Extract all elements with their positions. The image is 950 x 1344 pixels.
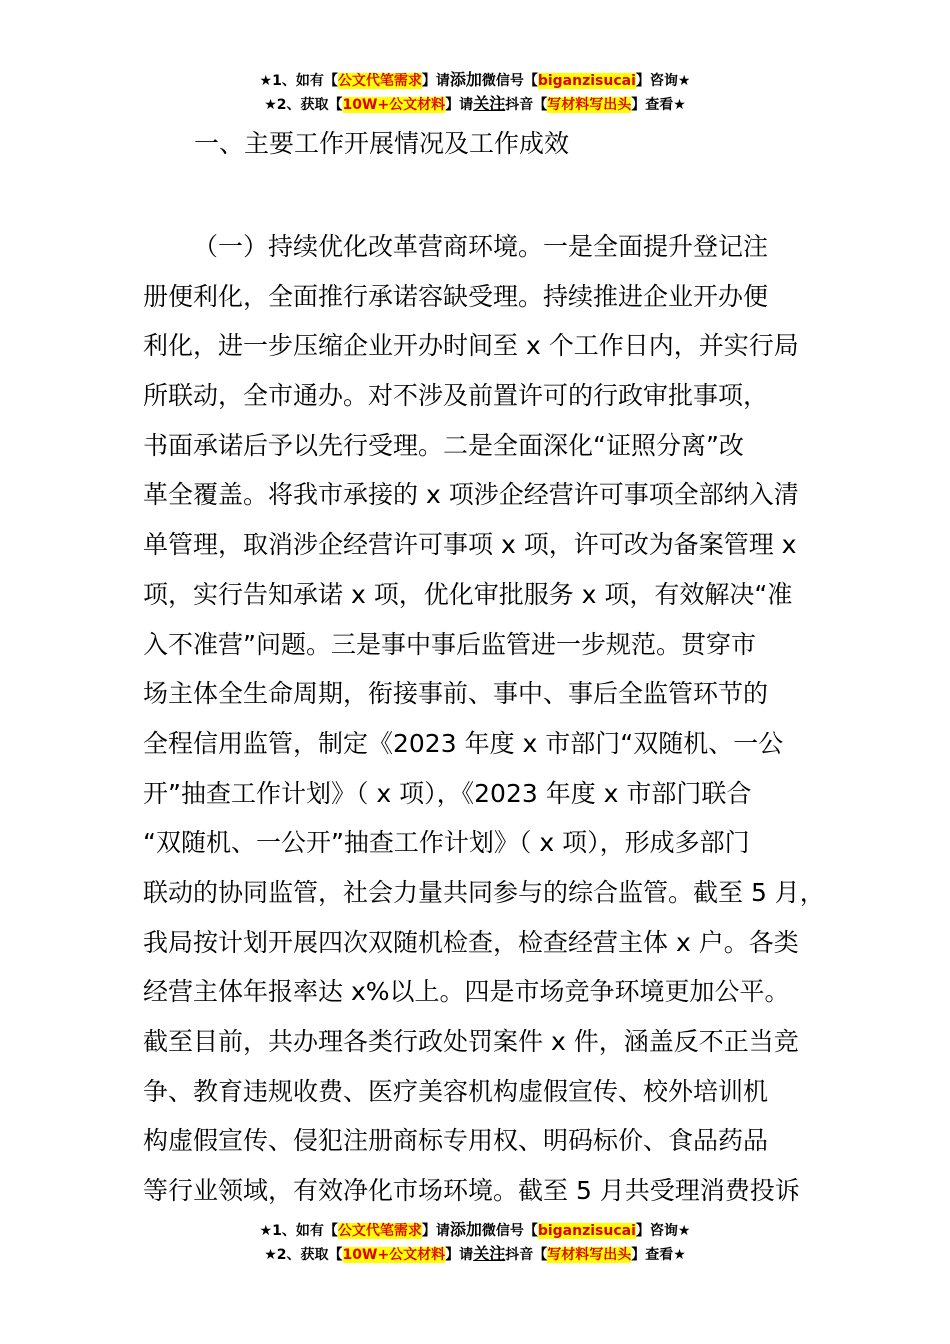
promo-text: ★1、如有【 (259, 73, 338, 89)
promo-text: 】咨询★ (635, 73, 691, 89)
body-text-line: 开”抽查工作计划》（ x 项），《2023 年度 x 市部门联合 (143, 778, 752, 808)
body-text-line: 争、教育违规收费、医疗美容机构虚假宣传、校外培训机 (143, 1076, 769, 1106)
promo-highlight: 写材料写出头 (547, 97, 632, 113)
body-text-line: “双随机、一公开”抽查工作计划》（ x 项），形成多部门 (143, 828, 750, 858)
promo-line-2 (0, 1242, 950, 1266)
promo-text: 】请 (445, 97, 474, 113)
promo-highlight: 公文代笔需求 (337, 73, 422, 89)
body-text-line: 单管理，取消涉企经营许可事项 x 项，许可改为备案管理 x (143, 530, 797, 560)
promo-text: 】请 (421, 1223, 450, 1239)
promo-highlight: 10W+公文材料 (342, 1247, 446, 1263)
body-text-line: 构虚假宣传、侵犯注册商标专用权、明码标价、食品药品 (143, 1126, 769, 1156)
section-heading: 一、主要工作开展情况及工作成效 (194, 129, 570, 158)
body-text-line: 联动的协同监管，社会力量共同参与的综合监管。截至 5 月， (143, 877, 825, 907)
body-text-line: 革全覆盖。将我市承接的 x 项涉企经营许可事项全部纳入清 (143, 480, 799, 510)
promo-highlight: biganzisucai (537, 1223, 636, 1239)
body-text-line: 截至目前，共办理各类行政处罚案件 x 件，涵盖反不正当竞 (143, 1027, 799, 1056)
body-text-line: 我局按计划开展四次双随机检查，检查经营主体 x 户。各类 (143, 927, 799, 957)
promo-text: 抖音【 (505, 1247, 548, 1263)
promo-text: 】咨询★ (635, 1223, 691, 1239)
promo-text: ★2、获取【 (264, 97, 343, 113)
top-promo-banner (0, 68, 950, 116)
body-text-line: 入不准营”问题。三是事中事后监管进一步规范。贯穿市 (143, 629, 756, 659)
body-text-line: 等行业领域，有效净化市场环境。截至 5 月共受理消费投诉 (143, 1176, 800, 1206)
promo-text: ★1、如有【 (259, 1223, 338, 1239)
promo-text: 】请 (421, 73, 450, 89)
promo-highlight: biganzisucai (537, 73, 636, 89)
promo-text: ★2、获取【 (264, 1247, 343, 1263)
promo-text: 微信号【 (481, 1223, 538, 1239)
promo-emphasis: 添加 (449, 70, 482, 89)
promo-highlight: 公文代笔需求 (337, 1223, 422, 1239)
body-text-line: 书面承诺后予以先行受理。二是全面深化“证照分离”改 (143, 430, 744, 460)
promo-line-1 (0, 68, 950, 92)
promo-text: 抖音【 (505, 97, 548, 113)
promo-line-2 (0, 92, 950, 116)
promo-text: 】查看★ (631, 1247, 686, 1263)
body-text-line: 项，实行告知承诺 x 项，优化审批服务 x 项，有效解决“准 (143, 579, 793, 609)
promo-emphasis: 关注 (473, 1244, 506, 1263)
body-text-line: 册便利化，全面推行承诺容缺受理。持续推进企业开办便 (143, 281, 769, 311)
bottom-promo-banner (0, 1218, 950, 1266)
promo-emphasis: 添加 (449, 1220, 482, 1239)
promo-highlight: 写材料写出头 (547, 1247, 632, 1263)
body-text-line: 全程信用监管，制定《2023 年度 x 市部门“双随机、一公 (143, 728, 784, 758)
promo-text: 】请 (445, 1247, 474, 1263)
body-paragraph (143, 222, 823, 1216)
body-text-line: 经营主体年报率达 x%以上。四是市场竞争环境更加公平。 (143, 977, 790, 1007)
body-text-line: 场主体全生命周期，衔接事前、事中、事后全监管环节的 (143, 679, 769, 709)
promo-highlight: 10W+公文材料 (342, 97, 446, 113)
body-text-line: 利化，进一步压缩企业开办时间至 x 个工作日内，并实行局 (143, 331, 799, 361)
promo-emphasis: 关注 (473, 94, 506, 113)
promo-line-1 (0, 1218, 950, 1242)
body-text-line: 所联动，全市通办。对不涉及前置许可的行政审批事项， (143, 381, 769, 411)
promo-text: 微信号【 (481, 73, 538, 89)
body-text-line: （一）持续优化改革营商环境。一是全面提升登记注 (193, 232, 769, 261)
promo-text: 】查看★ (631, 97, 686, 113)
